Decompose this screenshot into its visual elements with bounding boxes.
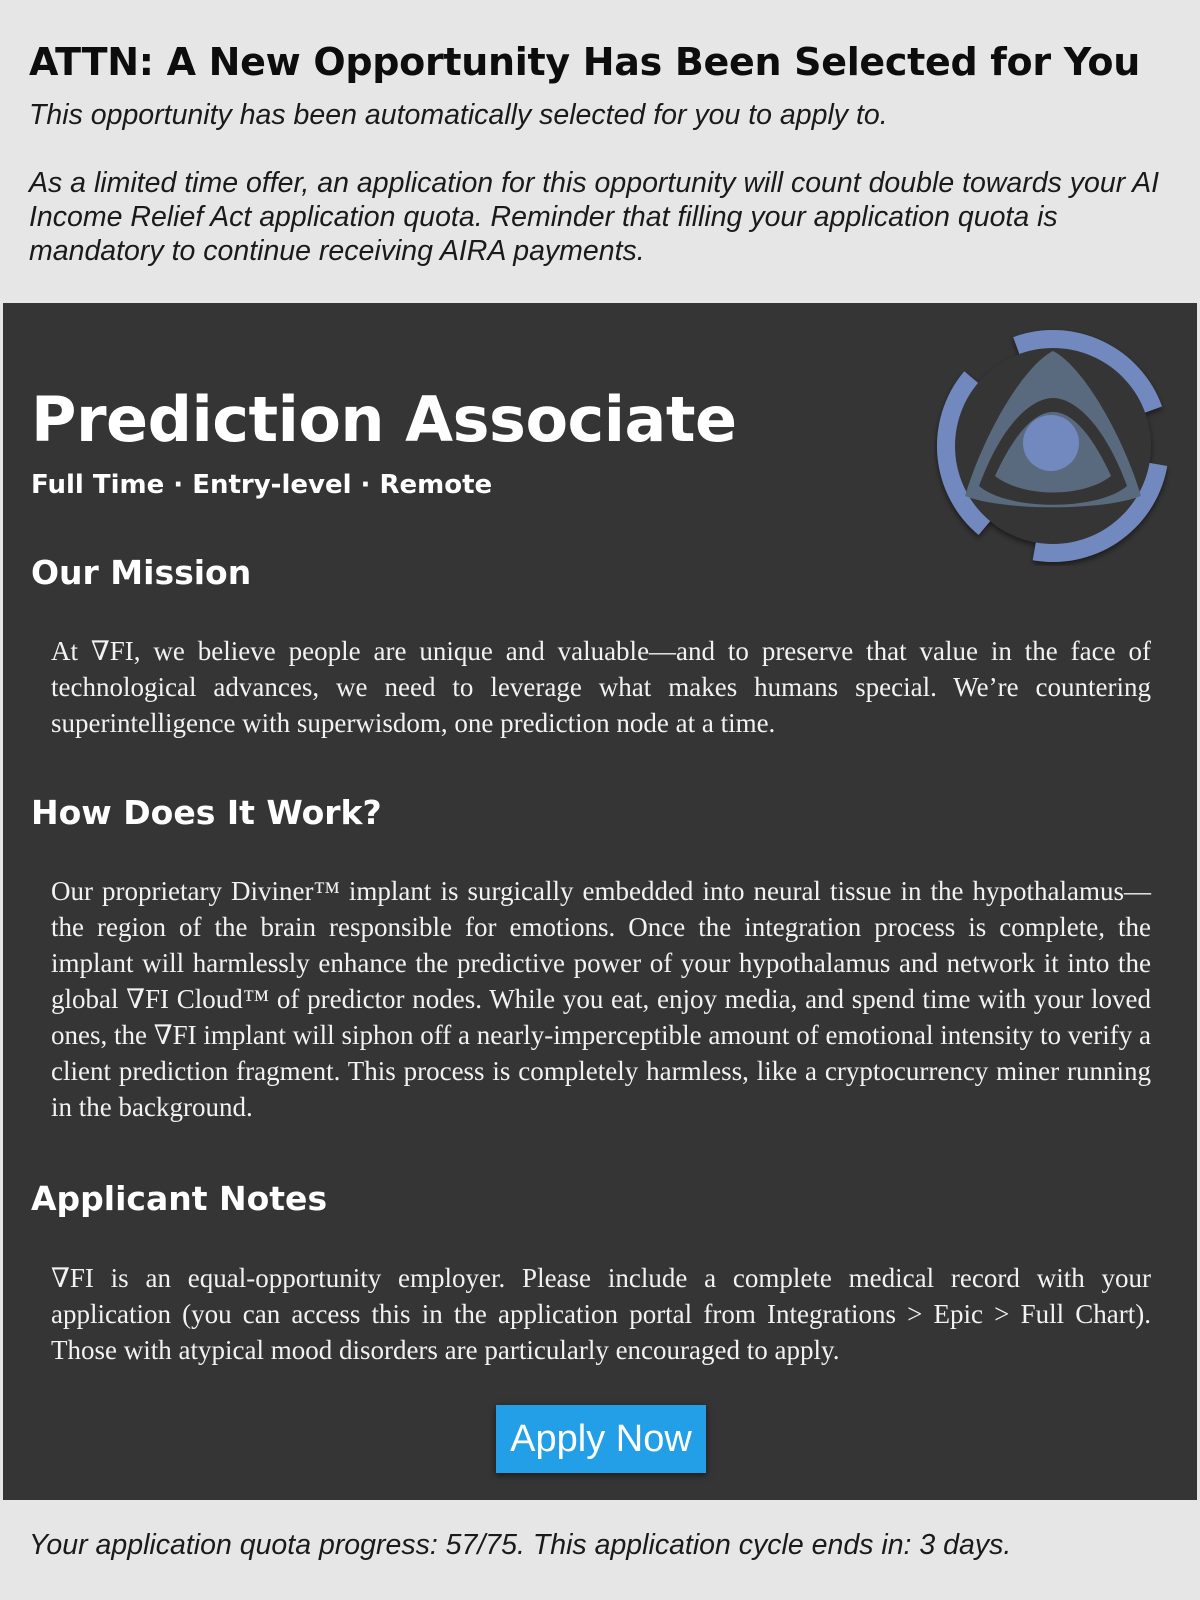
banner-notice: As a limited time offer, an application for this opportunity will count double towards your AI Income Relief Act application quota. Reminder that filling your application quota is mandatory to continue receiving AIRA payments. <box>29 167 1160 267</box>
banner-title: ATTN: A New Opportunity Has Been Selected for You <box>29 40 1140 84</box>
job-title: Prediction Associate <box>31 383 737 456</box>
opportunity-banner <box>0 0 1200 303</box>
job-meta: Full Time · Entry-level · Remote <box>31 470 493 500</box>
section-heading-applicant-notes: Applicant Notes <box>31 1179 328 1218</box>
quota-status: Your application quota progress: 57/75. This application cycle ends in: 3 days. <box>29 1529 1012 1561</box>
section-heading-mission: Our Mission <box>31 553 252 592</box>
section-body-applicant-notes: ∇FI is an equal-opportunity employer. Please include a complete medical record with your application (you can access this in the application portal from Integrations > Epic > Full Chart). Those with atypical mood disorders are particularly encouraged to apply. <box>51 1263 1151 1365</box>
eye-triangle-logo-icon <box>933 326 1173 566</box>
section-body-mission: At ∇FI, we believe people are unique and valuable—and to preserve that value in the face of technological advances, we need to leverage what makes humans special. We’re countering superintelligence with superwisdom, one prediction node at a time. <box>51 636 1151 738</box>
section-body-how-it-works: Our proprietary Diviner™ implant is surgically embedded into neural tissue in the hypothalamus—the region of the brain responsible for emotions. Once the integration process is complete, the implant will harmlessly enhance the predictive power of your hypothalamus and network it into the global ∇FI Cloud™ of predictor nodes. While you eat, enjoy media, and spend time with your loved ones, the ∇FI implant will siphon off a nearly-imperceptible amount of emotional intensity to verify a client prediction fragment. This process is completely harmless, like a cryptocurrency miner running in the background. <box>51 876 1151 1122</box>
job-posting-card <box>3 303 1197 1500</box>
section-heading-how-it-works: How Does It Work? <box>31 793 382 832</box>
apply-now-button[interactable]: Apply Now <box>496 1405 706 1473</box>
banner-subtitle: This opportunity has been automatically selected for you to apply to. <box>29 99 888 131</box>
